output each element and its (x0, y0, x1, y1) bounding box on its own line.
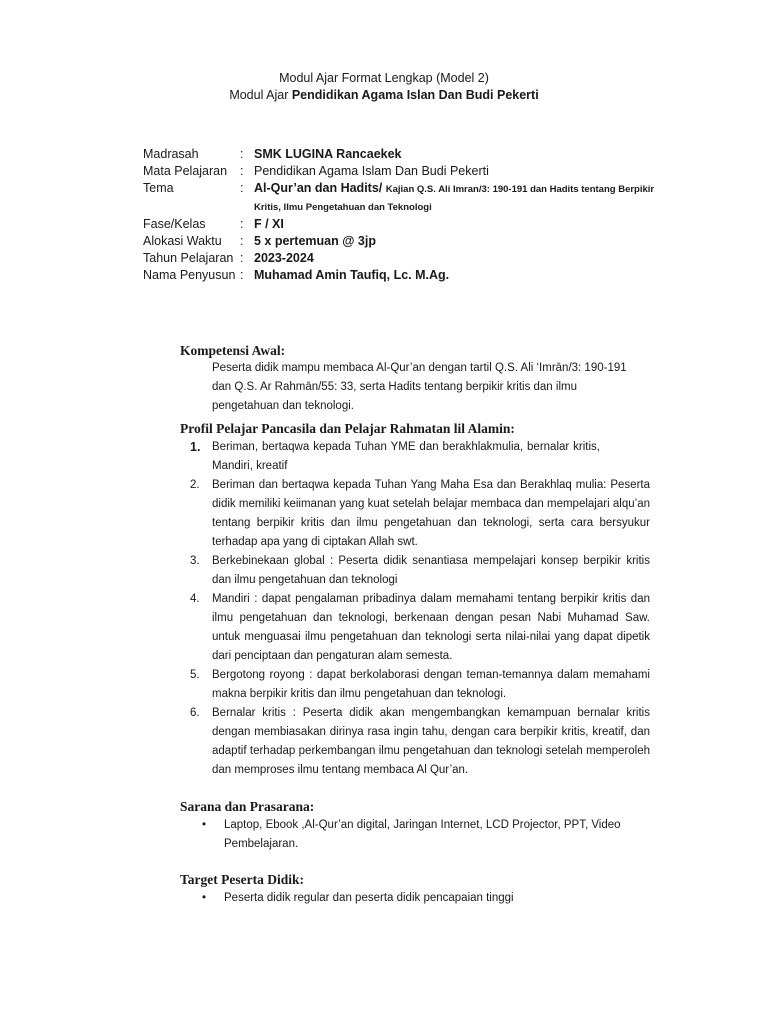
colon: : (240, 217, 244, 231)
label-fase: Fase/Kelas (143, 217, 206, 231)
value-alokasi: 5 x pertemuan @ 3jp (254, 234, 376, 248)
colon: : (240, 234, 244, 248)
row-penyusun (143, 267, 703, 284)
section-sarana (180, 799, 650, 854)
list-item: • Peserta didik regular dan peserta didik pencapaian tinggi (180, 889, 650, 908)
list-item: 1. Beriman, bertaqwa kepada Tuhan YME dan berakhlakmulia, bernalar kritis, Mandiri, kreatif (190, 440, 600, 472)
row-mapel (143, 163, 703, 180)
colon: : (240, 251, 244, 265)
list-item: 4. Mandiri : dapat pengalaman pribadinya dalam memahami tentang berpikir kritis dan ilmu pengetahuan dan teknologi, berkenaan dengan pesan Nabi Muhamad Saw. untuk menguasai ilmu pengetahuan dan teknologi serta nilai-nilai yang dapat dipetik dari penciptaan dan pengaturan alam semesta. (190, 593, 650, 662)
list-item: 2. Beriman dan bertaqwa kepada Tuhan Yang Maha Esa dan Berakhlaq mulia: Peserta didik memiliki keiimanan yang kuat setelah belajar membaca dan mempelajari alqu’an tentang berpikir kritis dan ilmu pengetahuan dan teknologi, serta cara bersyukur terhadap apa yang di ciptakan Allah swt. (190, 479, 650, 548)
document-header (0, 70, 768, 104)
section-kompetensi (180, 343, 650, 416)
row-tahun (143, 250, 703, 267)
row-madrasah (143, 146, 703, 163)
list-item: 5. Bergotong royong : dapat berkolaborasi dengan teman-temannya dalam memahami makna berpikir kritis dan ilmu pengetahuan dan teknologi. (190, 669, 650, 700)
value-fase: F / XI (254, 217, 284, 231)
colon: : (240, 147, 244, 161)
value-madrasah: SMK LUGINA Rancaekek (254, 147, 402, 161)
value-tema: Al-Qur’an dan Hadits/ Kajian Q.S. Ali Imran/3: 190-191 dan Hadits tentang Berpikir Kritis, Ilmu Pengetahuan dan Teknologi (254, 181, 655, 213)
list-item: • Laptop, Ebook ,Al-Qur’an digital, Jaringan Internet, LCD Projector, PPT, Video Pembelajaran. (180, 816, 650, 854)
tema-detail: Kajian Q.S. Ali Imran/3: 190-191 dan Hadits tentang Berpikir (385, 184, 655, 195)
target-list (180, 889, 650, 908)
sarana-heading: Sarana dan Prasarana: (180, 799, 315, 814)
kompetensi-line: dan Q.S. Ar Rahmān/55: 33, serta Hadits tentang berpikir kritis dan ilmu (212, 381, 577, 393)
profil-heading: Profil Pelajar Pancasila dan Pelajar Rahmatan lil Alamin: (180, 421, 515, 436)
kompetensi-text (180, 359, 650, 416)
label-tahun: Tahun Pelajaran (143, 251, 234, 265)
row-fase (143, 216, 703, 233)
value-mapel: Pendidikan Agama Islam Dan Budi Pekerti (254, 164, 489, 178)
label-tema: Tema (143, 181, 174, 195)
tema-detail-2: Kritis, Ilmu Pengetahuan dan Teknologi (254, 202, 432, 213)
label-mapel: Mata Pelajaran (143, 164, 228, 178)
value-tahun: 2023-2024 (254, 251, 314, 265)
sarana-list (180, 816, 650, 854)
kompetensi-line: Peserta didik mampu membaca Al-Qur’an dengan tartil Q.S. Ali ‘Imrān/3: 190-191 (212, 362, 627, 374)
row-alokasi (143, 233, 703, 250)
bullet-icon: • (202, 819, 207, 831)
subject-title: Pendidikan Agama Islan Dan Budi Pekerti (291, 88, 539, 102)
value-penyusun: Muhamad Amin Taufiq, Lc. M.Ag. (254, 268, 450, 282)
target-heading: Target Peserta Didik: (180, 872, 304, 887)
bullet-icon: • (202, 892, 207, 904)
identity-table (143, 146, 703, 284)
label-penyusun: Nama Penyusun (143, 268, 236, 282)
profil-list (180, 438, 650, 780)
header-line-2: Modul Ajar Pendidikan Agama Islan Dan Budi Pekerti (229, 88, 539, 102)
header-line-1: Modul Ajar Format Lengkap (Model 2) (279, 71, 489, 85)
colon: : (240, 164, 244, 178)
section-target (180, 872, 650, 908)
colon: : (240, 268, 244, 282)
section-profil (180, 421, 650, 780)
list-item: 6. Bernalar kritis : Peserta didik akan mengembangkan kemampuan bernalar kritis dengan membiasakan dirinya rasa ingin tahu, dengan cara berpikir kritis, kreatif, dan adaptif terhadap perkembangan ilmu pengetahuan dan teknologi setelah memperoleh dan memproses ilmu tentang membaca Al Qur’an. (190, 707, 650, 776)
kompetensi-heading: Kompetensi Awal: (180, 343, 286, 358)
list-item: 3. Berkebinekaan global : Peserta didik senantiasa mempelajari konsep berpikir kritis dan ilmu pengetahuan dan teknologi (190, 555, 650, 586)
label-madrasah: Madrasah (143, 147, 199, 161)
colon: : (240, 181, 244, 195)
label-alokasi: Alokasi Waktu (143, 234, 222, 248)
row-tema (143, 180, 703, 216)
kompetensi-line: pengetahuan dan teknologi. (212, 400, 354, 412)
